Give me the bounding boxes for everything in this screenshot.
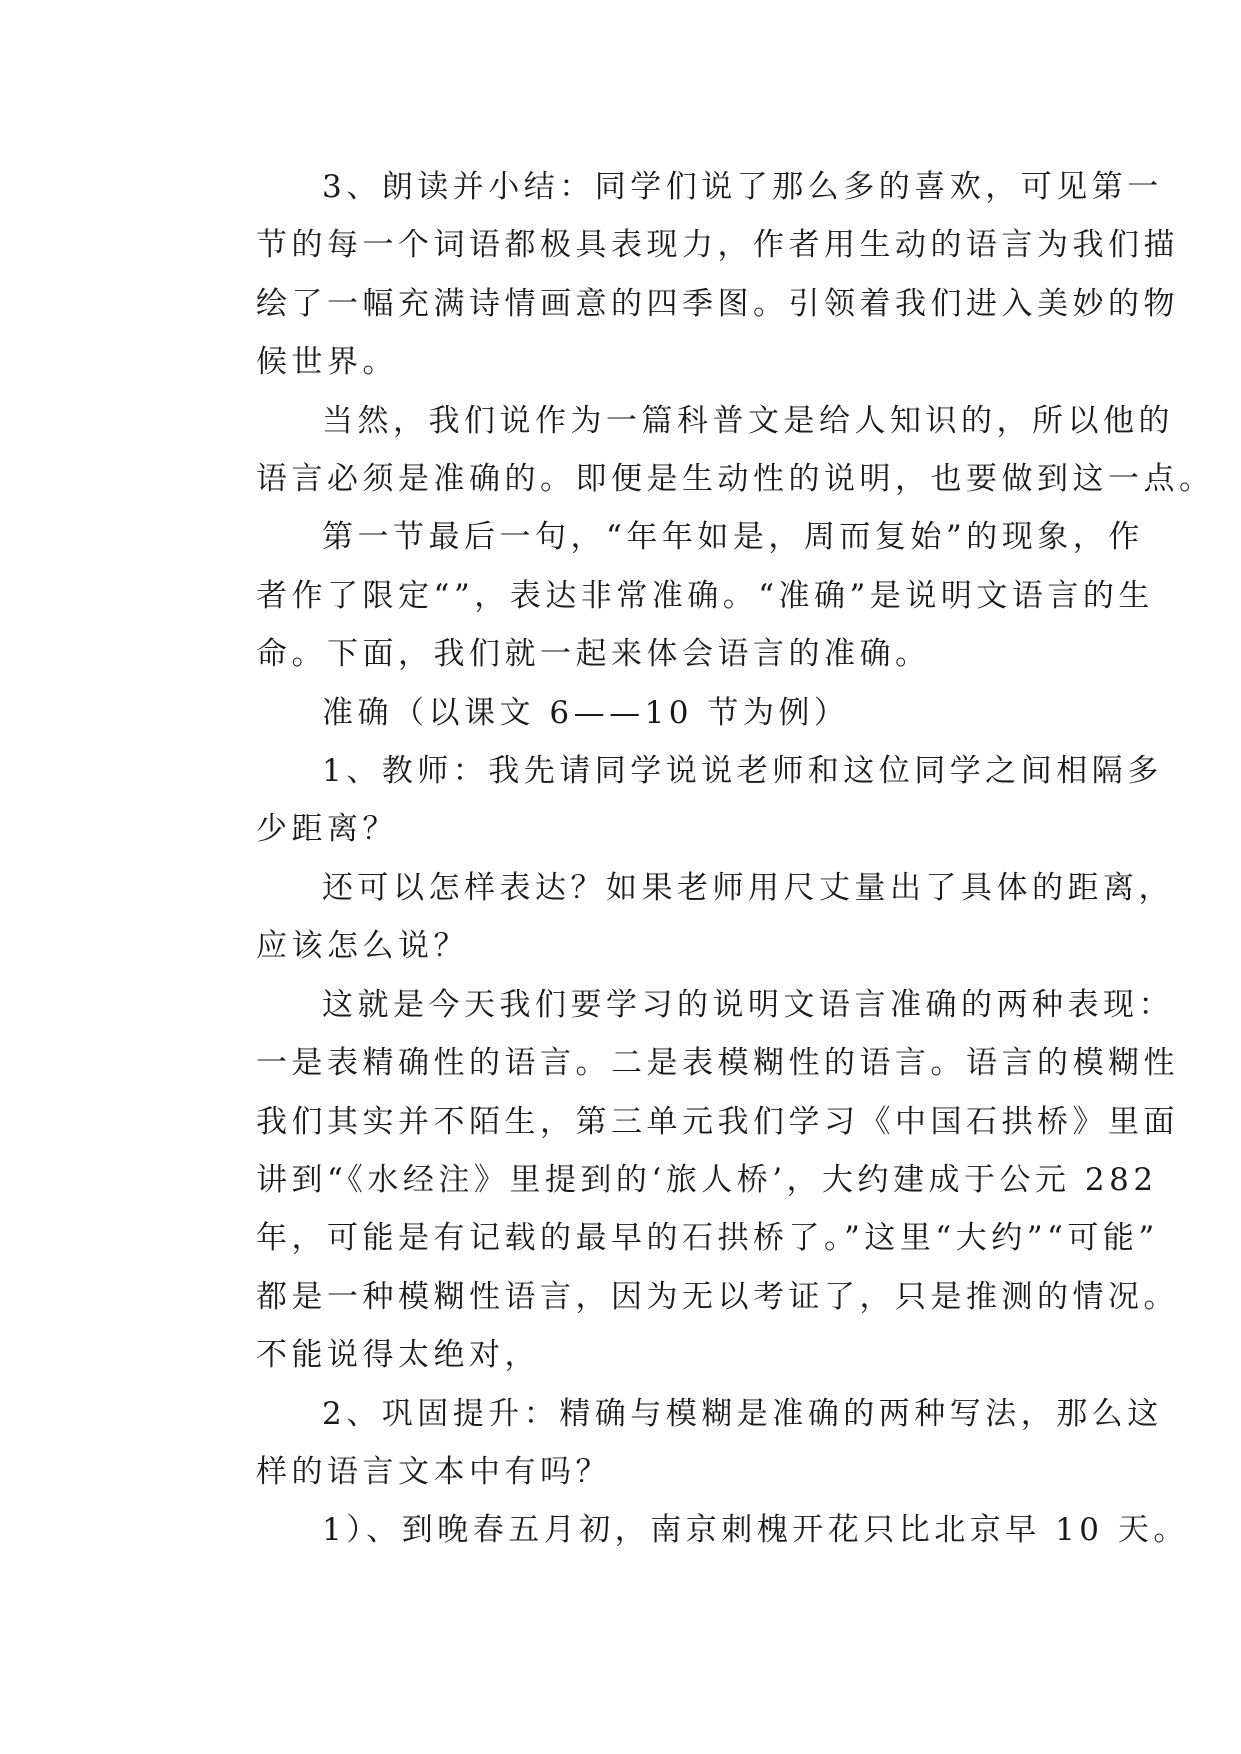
paragraph-last-sentence — [190, 508, 1154, 683]
paragraph-other-expression — [190, 859, 1174, 976]
text-line: 样的语言文本中有吗？ — [256, 1453, 611, 1490]
text-line: 候世界。 — [256, 344, 398, 381]
paragraph-recite-summary — [190, 158, 1179, 392]
text-line: 年，可能是有记载的最早的石拱桥了。”这里“大约”“可能” — [256, 1220, 1159, 1257]
text-line: 者作了限定“”，表达非常准确。“准确”是说明文语言的生 — [256, 577, 1154, 614]
text-line: 3、朗读并小结：同学们说了那么多的喜欢，可见第一 — [322, 169, 1163, 205]
paragraph-science-language — [190, 392, 1215, 509]
text-line: 绘了一幅充满诗情画意的四季图。引领着我们进入美妙的物 — [256, 285, 1179, 322]
text-line: 一是表精确性的语言。二是表模糊性的语言。语言的模糊性 — [256, 1045, 1179, 1082]
text-line: 第一节最后一句，“年年如是，周而复始”的现象，作 — [322, 519, 1144, 556]
text-line: 2、巩固提升：精确与模糊是准确的两种写法，那么这 — [322, 1395, 1163, 1432]
text-line: 少距离？ — [256, 811, 398, 848]
paragraph-consolidate — [190, 1385, 1163, 1502]
text-line: 还可以怎样表达？如果老师用尺丈量出了具体的距离， — [322, 869, 1174, 906]
document-body — [190, 158, 1215, 1560]
text-line: 都是一种模糊性语言，因为无以考证了，只是推测的情况。 — [256, 1278, 1179, 1315]
text-line: 1）、到晚春五月初，南京刺槐开花只比北京早 10 天。 — [322, 1512, 1189, 1549]
text-line: 命。下面，我们就一起来体会语言的准确。 — [256, 636, 931, 673]
text-line: 这就是今天我们要学习的说明文语言准确的两种表现： — [322, 986, 1174, 1023]
text-line: 不能说得太绝对， — [256, 1337, 540, 1374]
text-line: 准确（以课文 6——10 节为例） — [322, 694, 850, 731]
section-heading-accuracy — [190, 684, 1070, 742]
paragraph-teacher-question — [190, 742, 1163, 859]
text-line: 语言必须是准确的。即便是生动性的说明，也要做到这一点。 — [256, 461, 1215, 498]
paragraph-example-one — [190, 1501, 1189, 1559]
text-line: 我们其实并不陌生，第三单元我们学习《中国石拱桥》里面 — [256, 1103, 1179, 1140]
paragraph-two-expressions — [190, 976, 1179, 1385]
text-line: 1、教师：我先请同学说说老师和这位同学之间相隔多 — [322, 753, 1163, 790]
text-line: 节的每一个词语都极具表现力，作者用生动的语言为我们描 — [256, 227, 1179, 264]
text-line: 应该怎么说？ — [256, 928, 469, 965]
text-line: 讲到“《水经注》里提到的‘旅人桥’，大约建成于公元 282 — [256, 1161, 1158, 1198]
text-line: 当然，我们说作为一篇科普文是给人知识的，所以他的 — [322, 402, 1174, 439]
